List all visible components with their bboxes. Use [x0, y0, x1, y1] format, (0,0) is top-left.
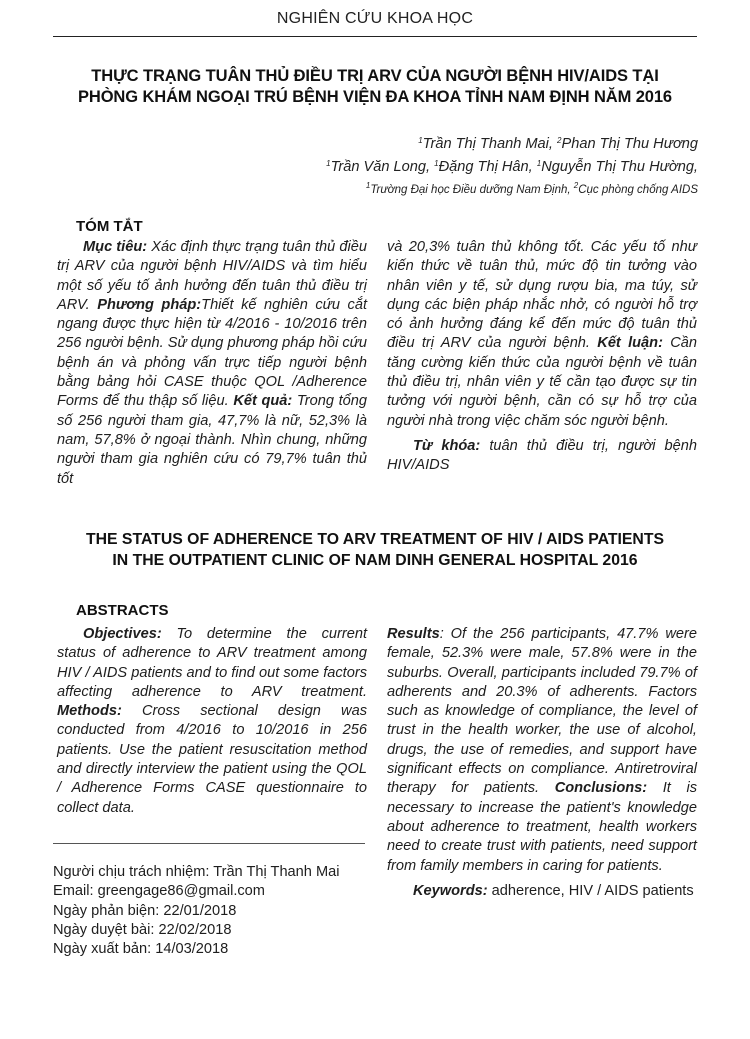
affiliation-marker: 1	[536, 159, 542, 168]
responsible-author: Người chịu trách nhiệm: Trần Thị Thanh Mai	[53, 864, 340, 880]
affiliation-marker: 2	[557, 136, 562, 145]
abstract-en-results	[387, 625, 697, 876]
affiliation-name: Cục phòng chống AIDS	[578, 184, 698, 196]
results-text: Trong tổng số 256 người tham gia, 47,7% là nữ, 52,3% là nam, 57,8% ở ngoại thành. Nhìn chung, những người tham gia nghiên cứu có 79,7% tuân thủ tốt	[57, 393, 368, 487]
keywords-vi-text: tuân thủ điều trị, người bệnh HIV/AIDS	[387, 437, 697, 474]
conclusion-label: Kết luận:	[597, 335, 663, 352]
abstract-en-column-2	[387, 625, 697, 901]
abstract-vi-paragraph	[57, 238, 367, 489]
keywords-vi-label: Từ khóa:	[413, 437, 481, 454]
methods-en-label: Methods:	[57, 703, 122, 720]
methods-label: Phương pháp:	[97, 296, 202, 313]
affiliation-marker: 1	[365, 181, 371, 190]
title-vi-line-1: THỰC TRẠNG TUÂN THỦ ĐIỀU TRỊ ARV CỦA NGƯỜI BỆNH HIV/AIDS TẠI	[91, 67, 659, 85]
author-name: Đặng Thị Hân,	[438, 159, 537, 175]
abstract-vi-paragraph-cont	[387, 238, 697, 431]
objectives-text: To determine the current status of adherence to ARV treatment among HIV / AIDS patients and to find out some factors affecting adherence to ARV treatment.	[57, 626, 367, 700]
conclusions-text: It is necessary to increase the patient's knowledge about adherence to treatment, health workers need to create trust with patients, need support from family members in caring for patients.	[387, 780, 697, 874]
results-text-cont: và 20,3% tuân thủ không tốt. Các yếu tố như kiến thức về tuân thủ, mức độ tin tưởng vào nhân viên y tế, sử dụng rượu bia, ma túy, sử dụng các biện pháp nhắc nhở, có người hỗ trợ có ảnh hưởng đáng kể đến mức độ tuân thủ điều trị ARV của người bệnh.	[387, 239, 697, 352]
objective-text: Xác định thực trạng tuân thủ điều trị ARV của người bệnh HIV/AIDS và tìm hiểu một số yếu tố ảnh hưởng đến tuân thủ điều trị ARV.	[57, 239, 367, 313]
results-en-text: : Of the 256 participants, 47.7% were female, 52.3% were male, 57.8% were in the suburbs. Overall, participants included 79.7% of adherents and 20.3% of adherents. Factors such as knowledge of compliance, the level of trust in the health worker, the use of alcohol, drugs, the use of remedies, and support have significant effects on compliance. Antiretroviral therapy for patients.	[387, 626, 697, 797]
keywords-vi	[387, 437, 697, 476]
objectives-label: Objectives:	[83, 626, 162, 642]
abstract-vi-column-2	[387, 238, 697, 476]
author-block	[326, 131, 698, 199]
title-en-line-1: THE STATUS OF ADHERENCE TO ARV TREATMENT OF HIV / AIDS PATIENTS	[85, 531, 665, 548]
methods-en-text: Cross sectional design was conducted from 4/2016 to 10/2016 in 256 patients. Use the patient resuscitation method and directly interview the patient using the QOL / Adherence Forms CASE questionnaire to collect data.	[57, 703, 367, 816]
contact-email: Email: greengage86@gmail.com	[53, 883, 265, 900]
approval-date: Ngày duyệt bài: 22/02/2018	[53, 921, 232, 938]
affiliations	[326, 177, 698, 199]
results-label: Kết quả:	[233, 393, 293, 410]
publish-date: Ngày xuất bản: 14/03/2018	[53, 941, 229, 958]
keywords-en	[387, 882, 697, 901]
footnote-divider	[53, 843, 365, 844]
keywords-en-label: Keywords:	[413, 882, 488, 899]
conclusion-text: Cần tăng cường kiến thức của người bệnh về tuân thủ điều trị, nhân viên y tế cần tạo được sự tin tưởng với người bệnh, cần có sự hỗ trợ của người nhà trong việc chăm sóc người bệnh.	[387, 335, 698, 429]
article-title-en	[30, 529, 720, 571]
abstract-en-paragraph	[57, 625, 367, 818]
author-name: Trần Văn Long,	[330, 159, 435, 175]
title-en-line-2: IN THE OUTPATIENT CLINIC OF NAM DINH GENERAL HOSPITAL 2016	[112, 552, 638, 569]
conclusions-label: Conclusions:	[554, 780, 648, 797]
running-header: NGHIÊN CỨU KHOA HỌC	[276, 10, 474, 27]
footnote-block	[53, 863, 339, 959]
affiliation-marker: 1	[418, 136, 423, 145]
affiliation-marker: 2	[573, 181, 579, 190]
affiliation-marker: 1	[434, 159, 439, 168]
results-en-label: Results	[387, 626, 440, 642]
affiliation-marker: 1	[326, 159, 331, 168]
abstract-vi-column-1	[57, 238, 367, 489]
author-name: Trần Thị Thanh Mai,	[422, 136, 558, 152]
author-line-2	[326, 154, 698, 177]
header-divider	[53, 36, 697, 37]
methods-text: Thiết kế nghiên cứu cắt ngang được thực hiện từ 4/2016 - 10/2016 trên 256 người bệnh. Sử dụng phương pháp hồi cứu bệnh án và phỏng vấn trực tiếp người bệnh bằng bảng hỏi CASE thuộc QOL /Adherence Forms để thu thập số liệu.	[57, 296, 367, 410]
author-line-1	[326, 131, 698, 154]
keywords-en-text: adherence, HIV / AIDS patients	[487, 882, 694, 899]
review-date: Ngày phản biện: 22/01/2018	[53, 902, 237, 919]
title-vi-line-2: PHÒNG KHÁM NGOẠI TRÚ BỆNH VIỆN ĐA KHOA TỈNH NAM ĐỊNH NĂM 2016	[77, 88, 673, 106]
abstract-en-column-1	[57, 625, 367, 818]
article-title-vi	[40, 66, 710, 108]
abstract-vi-heading: TÓM TẮT	[76, 218, 143, 235]
objective-label: Mục tiêu:	[83, 239, 148, 255]
author-name: Nguyễn Thị Thu Hường,	[541, 159, 698, 175]
author-name: Phan Thị Thu Hương	[561, 136, 698, 152]
affiliation-name: Trường Đại học Điều dưỡng Nam Định,	[370, 184, 574, 196]
abstract-en-heading: ABSTRACTS	[76, 602, 169, 619]
